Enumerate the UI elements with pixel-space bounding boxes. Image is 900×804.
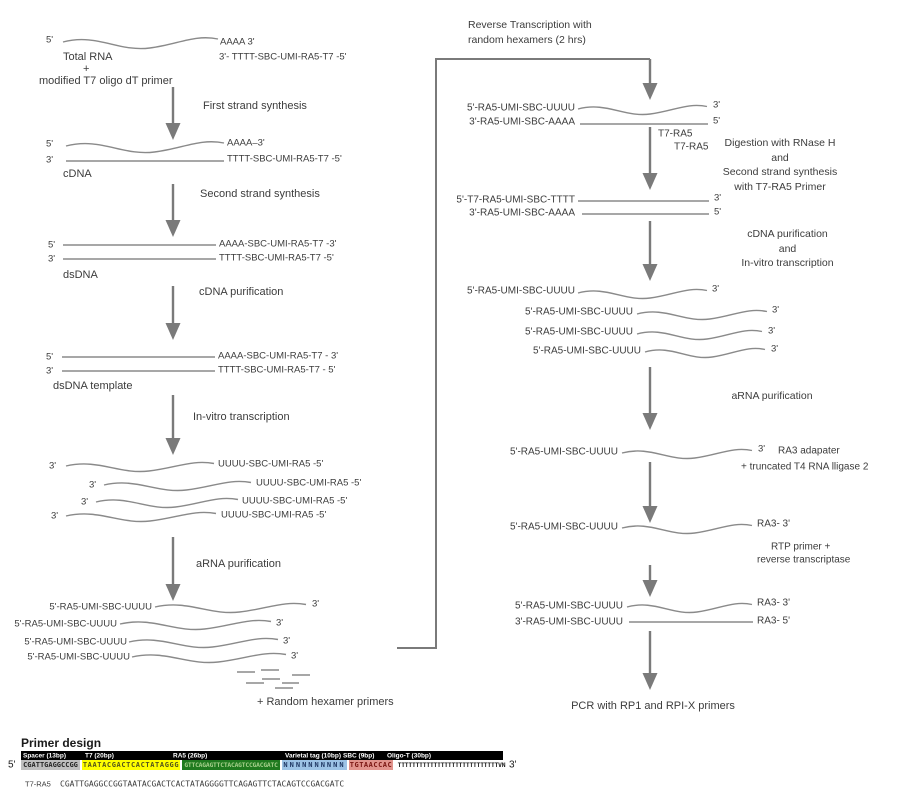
three-prime-tick: 3' bbox=[758, 443, 766, 455]
plus-sign: + bbox=[83, 63, 90, 75]
strand-label: 5'-T7-RA5-UMI-SBC-TTTT bbox=[456, 194, 575, 206]
ligase-label: + truncated T4 RNA lligase 2 bbox=[741, 461, 869, 473]
rna-wave bbox=[637, 310, 767, 319]
molecule-name: dsDNA bbox=[63, 269, 98, 281]
arrow-second-strand bbox=[166, 184, 181, 237]
strand-label: 5'-RA5-UMI-SBC-UUUU bbox=[466, 285, 575, 297]
segment-varietal-tag: NNNNNNNNNN bbox=[283, 761, 346, 769]
strand-label: 5'-RA5-UMI-SBC-UUUU bbox=[14, 618, 117, 630]
rna-wave bbox=[66, 462, 214, 471]
strand-label: TTTT-SBC-UMI-RA5-T7 - 5' bbox=[218, 364, 336, 376]
t7ra5-primer-sequence: CGATTGAGGCCGGTAATACGACTCACTATAGGGGTTCAGAGTTCTACAGTCCGACGATC bbox=[60, 779, 345, 789]
strand-label: UUUU-SBC-UMI-RA5 -5' bbox=[242, 495, 348, 507]
step-label-arna-purification-2: aRNA purification bbox=[731, 390, 813, 402]
rna-wave bbox=[637, 330, 762, 339]
strand-label: 5'-RA5-UMI-SBC-UUUU bbox=[524, 326, 633, 338]
segment-ra5: GTTCAGAGTTCTACAGTCCGACGATC bbox=[182, 760, 280, 770]
strand-label: AAAA–3' bbox=[227, 137, 265, 149]
ra3-adapter-label: RA3 adapater bbox=[778, 445, 840, 457]
t7ra5-primer-name: T7-RA5 bbox=[25, 779, 51, 789]
segment-header-sbc: SBC (9bp) bbox=[343, 752, 375, 759]
molecule-name: cDNA bbox=[63, 168, 92, 180]
three-prime-tick: 3' bbox=[283, 635, 291, 647]
segment-header-spacer: Spacer (13bp) bbox=[23, 752, 66, 759]
strand-label: UUUU-SBC-UMI-RA5 -5' bbox=[221, 509, 327, 521]
step-label-first-strand: First strand synthesis bbox=[203, 100, 307, 112]
rna-wave bbox=[66, 142, 224, 153]
strand-label: 5'-RA5-UMI-SBC-UUUU bbox=[524, 306, 633, 318]
rna-wave bbox=[627, 603, 752, 612]
step-label-arna-purification: aRNA purification bbox=[196, 558, 281, 570]
segment-header-t7: T7 (20bp) bbox=[85, 752, 114, 759]
step-label-digestion: Digestion with RNase H and Second strand synthesis with T7-RA5 Primer bbox=[722, 137, 838, 193]
strand-label: 5'-RA5-UMI-SBC-UUUU bbox=[509, 446, 618, 458]
three-prime-tick: 3' bbox=[768, 325, 776, 337]
three-prime-tick: 3' bbox=[48, 253, 56, 265]
arrow-rtp bbox=[643, 565, 658, 597]
three-prime-tick: 3' bbox=[46, 154, 54, 166]
three-prime-tick: 3' bbox=[712, 283, 720, 295]
five-prime-tick: 5' bbox=[46, 351, 54, 363]
rna-wave bbox=[645, 348, 765, 357]
molecule-name: dsDNA template bbox=[53, 380, 133, 392]
strand-label: UUUU-SBC-UMI-RA5 -5' bbox=[218, 458, 324, 470]
transfer-step-label bbox=[468, 18, 592, 48]
three-prime-tick: 3' bbox=[291, 650, 299, 662]
three-prime-tick: 3' bbox=[51, 510, 59, 522]
rna-wave bbox=[129, 638, 278, 647]
arrow-arna-purification-2 bbox=[643, 367, 658, 430]
rna-wave bbox=[120, 620, 271, 629]
rna-wave bbox=[622, 524, 752, 533]
strand-end-label: RA3- 3' bbox=[757, 518, 791, 530]
five-prime-tick: 5' bbox=[48, 239, 56, 251]
three-prime-tick: 3' bbox=[772, 304, 780, 316]
primer-segment-header-bar bbox=[21, 751, 503, 760]
three-prime-tick: 3' bbox=[49, 460, 57, 472]
primer-name: modified T7 oligo dT primer bbox=[39, 75, 173, 87]
strand-end-label: RA3- 3' bbox=[757, 597, 791, 609]
strand-label: AAAA 3' bbox=[220, 36, 255, 48]
rna-wave bbox=[578, 105, 707, 114]
three-prime-tick: 3' bbox=[312, 598, 320, 610]
three-prime-tick: 3' bbox=[713, 99, 721, 111]
five-prime-tick: 5' bbox=[8, 759, 16, 771]
primer-design-section bbox=[0, 730, 900, 804]
transfer-line1: Reverse Transcription with bbox=[468, 19, 592, 31]
strand-label: 3'- TTTT-SBC-UMI-RA5-T7 -5' bbox=[219, 51, 347, 63]
step-label-cdna-ivt: cDNA purification and In-vitro transcription bbox=[741, 228, 834, 269]
strand-end-label: RA3- 5' bbox=[757, 615, 791, 627]
primer-label-t7ra5: T7-RA5 bbox=[658, 128, 693, 140]
segment-header-oligot: Oligo-T (30bp) bbox=[387, 752, 432, 759]
arrow-cdna-purification bbox=[166, 286, 181, 340]
three-prime-tick: 3' bbox=[509, 759, 517, 771]
three-prime-tick: 3' bbox=[81, 496, 89, 508]
hexamer-note: + Random hexamer primers bbox=[257, 696, 394, 708]
strand-label: 5'-RA5-UMI-SBC-UUUU bbox=[509, 521, 618, 533]
three-prime-tick: 3' bbox=[46, 365, 54, 377]
step-label-second-strand: Second strand synthesis bbox=[200, 188, 320, 200]
five-prime-tick: 5' bbox=[46, 138, 54, 150]
five-prime-tick: 5' bbox=[46, 34, 54, 46]
segment-sbc: TGTAACCAC bbox=[349, 761, 393, 769]
strand-label: 3'-RA5-UMI-SBC-AAAA bbox=[469, 116, 575, 128]
arrow-ivt bbox=[166, 395, 181, 455]
rna-wave bbox=[155, 603, 306, 612]
arrow-reverse-transcription bbox=[643, 59, 658, 100]
strand-label: 5'-RA5-UMI-SBC-UUUU bbox=[49, 601, 152, 613]
transfer-line2: random hexamers (2 hrs) bbox=[468, 34, 586, 46]
strand-label: TTTT-SBC-UMI-RA5-T7 -5' bbox=[227, 153, 342, 165]
strand-label: 5'-RA5-UMI-SBC-UUUU bbox=[24, 636, 127, 648]
strand-label: 5'-RA5-UMI-SBC-UUUU bbox=[466, 102, 575, 114]
five-prime-tick: 5' bbox=[714, 206, 722, 218]
three-prime-tick: 3' bbox=[714, 192, 722, 204]
step-label-cdna-purification: cDNA purification bbox=[199, 286, 284, 298]
rtp-label: reverse transcriptase bbox=[757, 554, 851, 566]
rna-wave bbox=[132, 653, 286, 662]
strand-label: UUUU-SBC-UMI-RA5 -5' bbox=[256, 477, 362, 489]
primer-label-t7ra5: T7-RA5 bbox=[674, 141, 709, 153]
segment-t7: TAATACGACTCACTATAGGG bbox=[82, 761, 180, 769]
rna-wave bbox=[578, 289, 707, 298]
strand-label: AAAA-SBC-UMI-RA5-T7 -3' bbox=[219, 238, 337, 250]
segment-spacer: CGATTGAGGCCGG bbox=[21, 760, 80, 770]
strand-label: TTTT-SBC-UMI-RA5-T7 -5' bbox=[219, 252, 334, 264]
segment-header-varietal: Varietal tag (10bp) bbox=[285, 752, 341, 759]
rna-wave bbox=[66, 512, 216, 521]
arrow-cdna-purification-2 bbox=[643, 221, 658, 281]
strand-label: 5'-RA5-UMI-SBC-UUUU bbox=[27, 651, 130, 663]
strand-label: AAAA-SBC-UMI-RA5-T7 - 3' bbox=[218, 350, 339, 362]
arrow-first-strand bbox=[166, 87, 181, 140]
rna-wave bbox=[63, 38, 218, 49]
strand-label: 5'-RA5-UMI-SBC-UUUU bbox=[532, 345, 641, 357]
rtp-label: RTP primer + bbox=[771, 541, 831, 553]
strand-label: 3'-RA5-UMI-SBC-UUUU bbox=[514, 616, 623, 628]
rna-wave bbox=[622, 449, 752, 458]
rna-wave bbox=[104, 481, 251, 490]
three-prime-tick: 3' bbox=[89, 479, 97, 491]
segment-header-ra5: RA5 (26bp) bbox=[173, 752, 208, 759]
strand-label: 3'-RA5-UMI-SBC-AAAA bbox=[469, 207, 575, 219]
segment-oligo-t: TTTTTTTTTTTTTTTTTTTTTTTTTTTTVN bbox=[395, 760, 508, 770]
arrow-pcr bbox=[643, 631, 658, 690]
three-prime-tick: 3' bbox=[276, 617, 284, 629]
primer-design-title: Primer design bbox=[21, 736, 102, 750]
rna-wave bbox=[96, 498, 238, 507]
arrow-arna-purification bbox=[166, 537, 181, 601]
step-label-pcr: PCR with RP1 and RPI-X primers bbox=[571, 700, 735, 712]
three-prime-tick: 3' bbox=[771, 343, 779, 355]
strand-label: 5'-RA5-UMI-SBC-UUUU bbox=[514, 600, 623, 612]
step-label-ivt: In-vitro transcription bbox=[193, 411, 290, 423]
sample-name: Total RNA bbox=[63, 51, 113, 63]
five-prime-tick: 5' bbox=[713, 115, 721, 127]
primer-sequence-bar bbox=[21, 760, 508, 770]
arrow-digestion bbox=[643, 127, 658, 190]
arrow-ra3-ligation bbox=[643, 462, 658, 523]
